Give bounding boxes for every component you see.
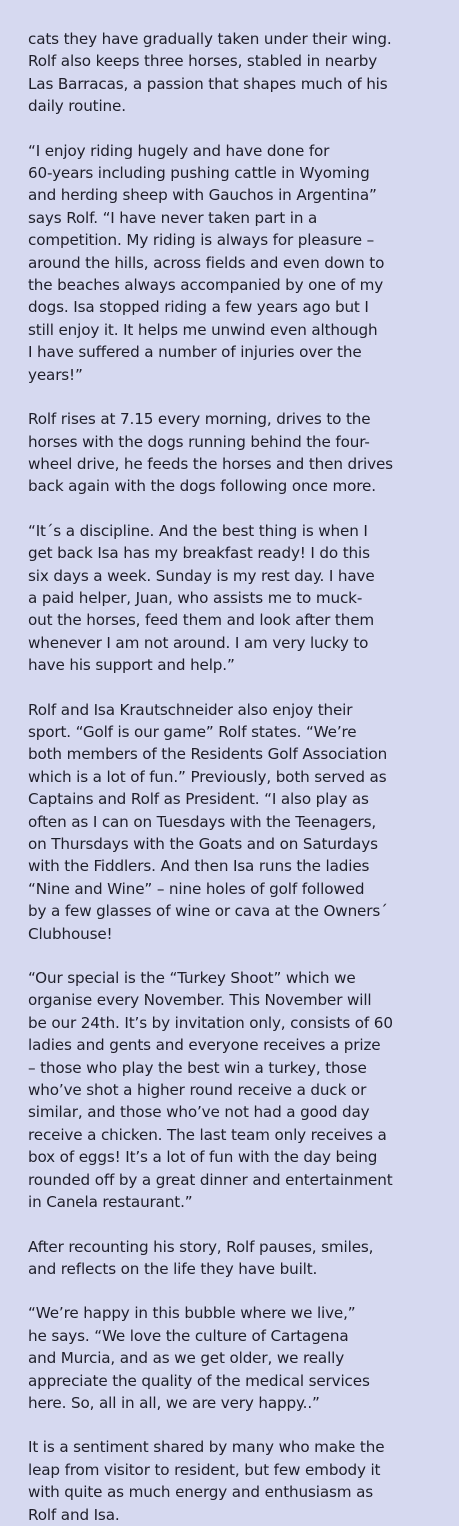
paragraph-reflection: After recounting his story, Rolf pauses, smiles, and reflects on the life they have built. <box>28 1237 374 1278</box>
paragraph-discipline-quote: “It´s a discipline. And the best thing is when I get back Isa has my breakfast ready! I do this six days a week. Sunday is my rest day. I have a paid helper, Juan, who assists me to muck- out the horses, feed them and look after them whenever I am not around. I am very lucky to have his support and help.” <box>28 521 375 675</box>
paragraph-riding-quote: “I enjoy riding hugely and have done for 60-years including pushing cattle in Wyoming and herding sheep with Gauchos in Argentina” says Rolf. “I have never taken part in a competition. My riding is always for pleasure – around the hills, across fields and even down to the beaches always accompanied by one of my dogs. Isa stopped riding a few years ago but I still enjoy it. It helps me unwind even although I have suffered a number of injuries over the years!” <box>28 141 385 384</box>
paragraph-golf: Rolf and Isa Krautschneider also enjoy their sport. “Golf is our game” Rolf states. “We’re both members of the Residents Golf Association which is a lot of fun.” Previously, both served as Captains and Rolf as President. “I also play as often as I can on Tuesdays with the Teenagers, on Thursdays with the Goats and on Saturdays with the Fiddlers. And then Isa runs the ladies “Nine and Wine” – nine holes of golf followed by a few glasses of wine or cava at the Owners´ Clubhouse! <box>28 700 388 943</box>
paragraph-happy-quote: “We’re happy in this bubble where we live,” he says. “We love the culture of Cartagena and Murcia, and as we get older, we really appreciate the quality of the medical services here. So, all in all, we are very happy..” <box>28 1304 370 1412</box>
paragraph-turkey-shoot: “Our special is the “Turkey Shoot” which we organise every November. This November will be our 24th. It’s by invitation only, consists of 60 ladies and gents and everyone receives a prize – those who play the best win a turkey, those who’ve shot a higher round receive a duck or similar, and those who’ve not had a good day receive a chicken. The last team only receives a box of eggs! It’s a lot of fun with the day being rounded off by a great dinner and entertainment in Canela restaurant.” <box>28 969 393 1212</box>
paragraph-riding-intro: cats they have gradually taken under their wing. Rolf also keeps three horses, stabled in nearby Las Barracas, a passion that shapes much of his daily routine. <box>28 30 392 116</box>
paragraph-morning-routine: Rolf rises at 7.15 every morning, drives to the horses with the dogs running behind the four- wheel drive, he feeds the horses and then drives back again with the dogs following once more. <box>28 410 393 496</box>
paragraph-closing: It is a sentiment shared by many who make the leap from visitor to resident, but few embody it with quite as much energy and enthusiasm as Rolf and Isa. <box>28 1438 385 1524</box>
